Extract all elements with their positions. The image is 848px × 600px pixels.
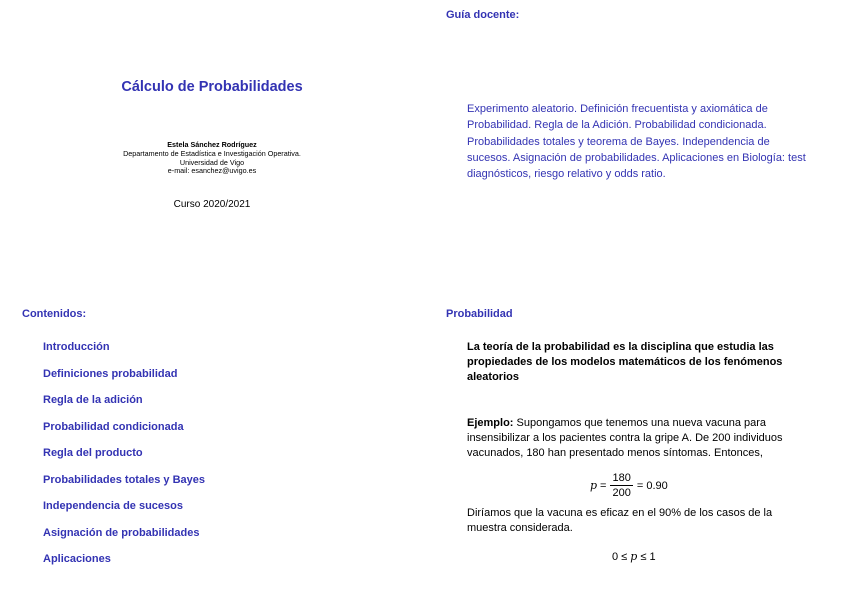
- toc-item-aplicaciones[interactable]: Aplicaciones: [43, 553, 111, 565]
- author-block: [0, 141, 424, 176]
- conclusion-text: Diríamos que la vacuna es eficaz en el 90% de los casos de la muestra considerada.: [467, 507, 773, 534]
- formula-result: = 0.90: [636, 479, 668, 492]
- probability-inequality: [612, 550, 656, 563]
- contents-slide: [0, 300, 424, 600]
- inequality-left: 0 ≤: [612, 551, 628, 563]
- fraction-denominator: 200: [612, 487, 631, 499]
- course-date: Curso 2020/2021: [173, 199, 251, 210]
- toc-item-regla-producto[interactable]: Regla del producto: [43, 447, 143, 459]
- guia-docente-slide: [424, 0, 848, 300]
- toc-item-definiciones[interactable]: Definiciones probabilidad: [43, 367, 178, 380]
- probability-formula: [590, 472, 668, 499]
- presentation-title: Cálculo de Probabilidades: [121, 79, 303, 95]
- probabilidad-slide: [424, 300, 848, 600]
- formula-equals: =: [600, 479, 607, 492]
- example-paragraph: [467, 416, 812, 461]
- author-name: Estela Sánchez Rodríguez: [167, 140, 257, 149]
- frame-title: Contenidos:: [22, 308, 87, 320]
- inequality-variable: p: [630, 550, 638, 563]
- author-department: Departamento de Estadística e Investigación Operativa.: [123, 148, 301, 158]
- frame-title: Probabilidad: [446, 308, 513, 320]
- example-text: Supongamos que tenemos una nueva vacuna para insensibilizar a los pacientes contra la gripe A. De 200 individuos vacunados, 180 han presentado menos síntomas. Entonces,: [467, 417, 783, 459]
- probability-definition: La teoría de la probabilidad es la disciplina que estudia las propiedades de los modelos matemáticos de los fenómenos aleatorios: [467, 341, 783, 383]
- table-of-contents: [43, 340, 205, 579]
- toc-item-asignacion[interactable]: Asignación de probabilidades: [43, 526, 200, 539]
- toc-item-probabilidad-condicionada[interactable]: Probabilidad condicionada: [43, 420, 184, 433]
- guia-docente-text: Experimento aleatorio. Definición frecuentista y axiomática de Probabilidad. Regla de la Adición. Probabilidad condicionada. Probabilidades totales y teorema de Bayes. Independencia de sucesos. Asignación de probabilidades. Aplicaciones en Biología: test diagnósticos, riesgo relativo y odds ratio.: [467, 103, 806, 181]
- frame-title: Guía docente:: [446, 9, 520, 21]
- author-email: e-mail: esanchez@uvigo.es: [167, 166, 257, 176]
- toc-item-totales-bayes[interactable]: Probabilidades totales y Bayes: [43, 473, 206, 486]
- formula-variable: p: [590, 479, 598, 492]
- title-slide: [0, 0, 424, 300]
- inequality-right: ≤ 1: [640, 551, 656, 563]
- example-label: Ejemplo:: [467, 417, 514, 429]
- toc-item-regla-adicion[interactable]: Regla de la adición: [43, 394, 143, 406]
- author-university: Universidad de Vigo: [179, 157, 245, 167]
- fraction-numerator: 180: [612, 472, 631, 484]
- toc-item-introduccion[interactable]: Introducción: [43, 341, 110, 353]
- formula-fraction: [610, 472, 632, 499]
- toc-item-independencia[interactable]: Independencia de sucesos: [43, 500, 183, 512]
